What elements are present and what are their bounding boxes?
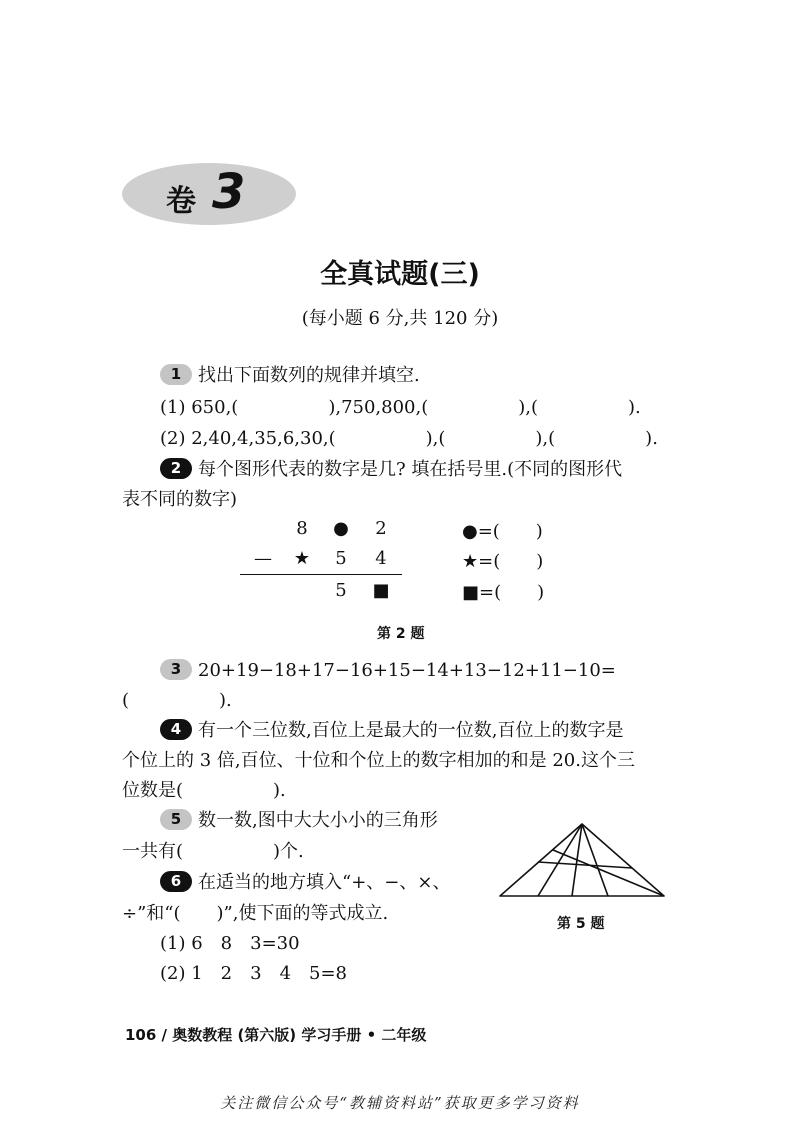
chapter-badge-label: 卷	[166, 184, 196, 219]
question-text: 找出下面数列的规律并填空.	[198, 365, 420, 386]
subtraction-line	[240, 574, 402, 575]
page-footer: 106 / 奥数教程 (第六版) 学习手册 • 二年级	[125, 1026, 427, 1044]
triangle-figure	[498, 822, 668, 902]
question-6	[160, 868, 450, 898]
puzzle-digit: 5	[335, 548, 347, 569]
question-4	[160, 716, 623, 746]
question-2	[160, 455, 622, 485]
question-number-badge: 5	[160, 809, 192, 830]
question-6-equation-2: (2) 1 2 3 4 5=8	[160, 963, 348, 984]
puzzle-digit: 4	[375, 548, 387, 569]
question-number-badge: 3	[160, 659, 192, 680]
question-3-line-2: ( ).	[122, 690, 232, 711]
question-number-badge: 1	[160, 364, 192, 385]
square-answer: ■=( )	[462, 582, 545, 603]
figure-2-caption: 第 2 题	[377, 626, 425, 642]
puzzle-digit: 8	[296, 518, 308, 539]
square-symbol: ■	[372, 580, 390, 601]
puzzle-digit: 5	[335, 580, 347, 601]
question-6-line-2: ÷”和“( )”,使下面的等式成立.	[122, 903, 389, 924]
question-5-line-2: 一共有( )个.	[122, 841, 304, 862]
question-1-line-2: (2) 2,40,4,35,6,30,( ),( ),( ).	[160, 428, 658, 449]
triangle-segment	[553, 850, 664, 896]
page-title: 全真试题(三)	[320, 259, 480, 290]
star-symbol: ★	[293, 548, 311, 569]
question-3	[160, 656, 616, 686]
page-subtitle: (每小题 6 分,共 120 分)	[301, 308, 499, 329]
circle-answer: ●=( )	[462, 521, 543, 542]
question-number-badge: 4	[160, 719, 192, 740]
star-answer: ★=( )	[462, 551, 544, 572]
question-5	[160, 806, 438, 836]
question-1	[160, 361, 420, 391]
question-4-line-2: 个位上的 3 倍,百位、十位和个位上的数字相加的和是 20.这个三	[122, 750, 635, 771]
question-number-badge: 6	[160, 871, 192, 892]
question-text: 20+19−18+17−16+15−14+13−12+11−10=	[198, 660, 616, 681]
question-text: 在适当的地方填入“+、−、×、	[198, 872, 451, 893]
chapter-badge	[122, 163, 296, 225]
puzzle-digit: 2	[375, 518, 387, 539]
question-1-line-1: (1) 650,( ),750,800,( ),( ).	[160, 397, 641, 418]
question-text: 有一个三位数,百位上是最大的一位数,百位上的数字是	[198, 720, 624, 741]
circle-symbol: ●	[333, 518, 349, 539]
watermark-note: 关注微信公众号“教辅资料站”获取更多学习资料	[220, 1094, 580, 1112]
question-4-line-3: 位数是( ).	[122, 780, 286, 801]
question-number-badge: 2	[160, 458, 192, 479]
chapter-badge-number: 3	[212, 164, 246, 220]
minus-sign: —	[254, 548, 272, 569]
figure-5-caption: 第 5 题	[557, 916, 605, 932]
question-2-line-2: 表不同的数字)	[122, 489, 238, 510]
question-6-equation-1: (1) 6 8 3=30	[160, 933, 300, 954]
question-text: 每个图形代表的数字是几? 填在括号里.(不同的图形代	[198, 459, 623, 480]
question-text: 数一数,图中大大小小的三角形	[198, 810, 438, 831]
